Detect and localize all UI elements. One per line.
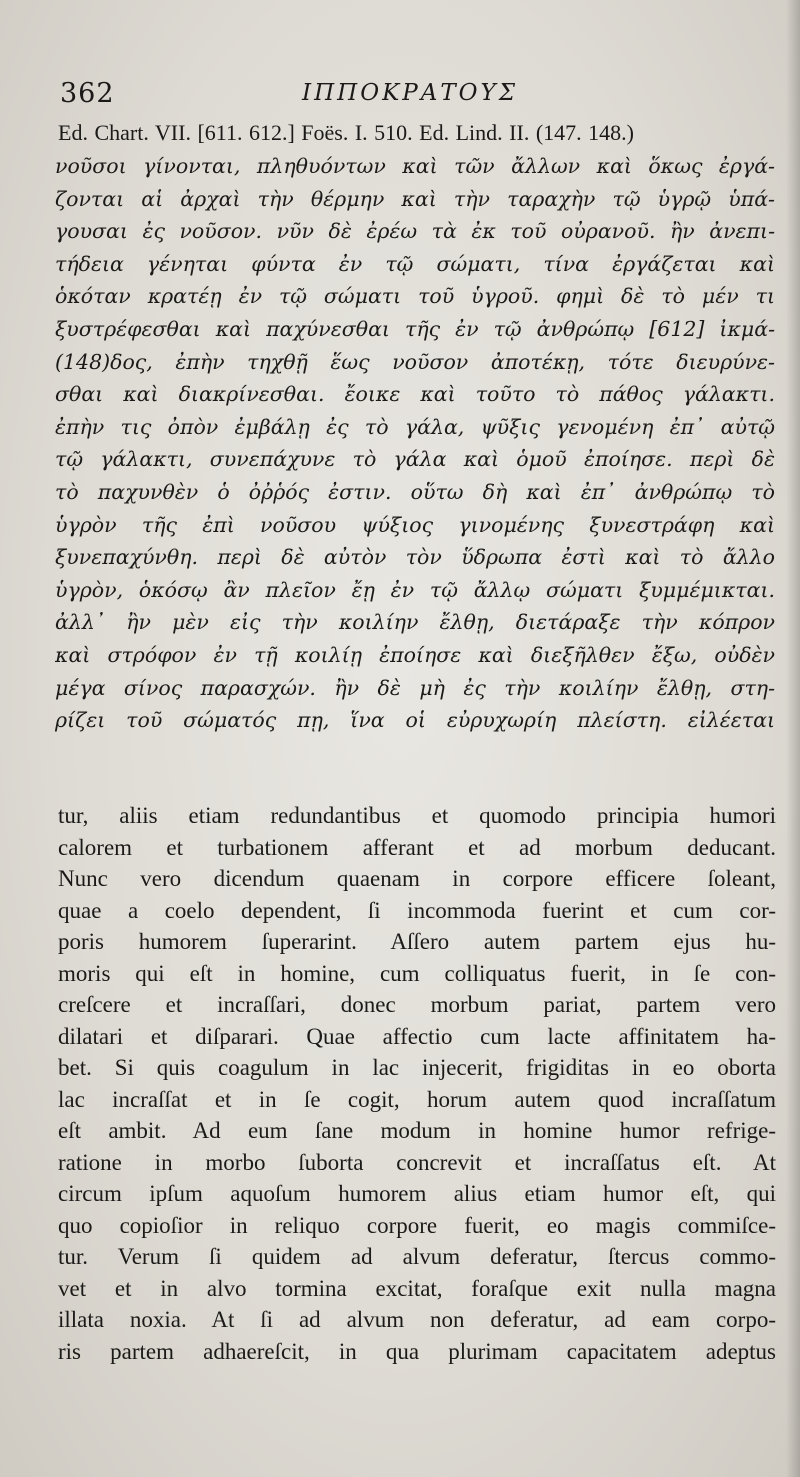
page-edge-shadow — [786, 0, 800, 1477]
latin-text-line: tur. Verum ſi quidem ad alvum deferatur, ſtercus commo- — [58, 1244, 776, 1269]
latin-text-line: bet. Si quis coagulum in lac injecerit, frigiditas in eo oborta — [58, 1055, 776, 1080]
greek-text-line: (148)δος, ἐπὴν τηχθῇ ἕως νοῦσον ἀποτέκῃ, τότε διευρύνε- — [55, 349, 775, 374]
greek-text-line: ξυστρέφεσθαι καὶ παχύνεσθαι τῆς ἐν τῷ ἀνθρώπῳ [612] ἰκμά- — [55, 316, 775, 341]
latin-text-line: quae a coelo dependent, ſi incommoda fuerint et cum cor- — [58, 897, 776, 923]
greek-text-line: ὑγρὸν, ὁκόσῳ ἂν πλεῖον ἔῃ ἐν τῷ ἄλλῳ σώματι ξυμμέμικται. — [55, 577, 775, 602]
latin-text-line: circum ipſum aquoſum humorem alius etiam humor eſt, qui — [58, 1181, 776, 1206]
greek-text-line: γουσαι ἐς νοῦσον. νῦν δὲ ἐρέω τὰ ἐκ τοῦ οὐρανοῦ. ἢν ἀνεπι- — [55, 219, 775, 244]
greek-text-line: ξυνεπαχύνθη. περὶ δὲ αὐτὸν τὸν ὕδρωπα ἐστὶ καὶ τὸ ἄλλο — [55, 545, 775, 570]
latin-text-line: calorem et turbationem afferant et ad morbum deducant. — [58, 834, 776, 860]
greek-text-block — [55, 150, 775, 737]
greek-text-line: ὁκόταν κρατέῃ ἐν τῷ σώματι τοῦ ὑγροῦ. φημὶ δὲ τὸ μέν τι — [55, 284, 775, 309]
greek-text-line: καὶ στρόφον ἐν τῇ κοιλίῃ ἐποίησε καὶ διεξῆλθεν ἔξω, οὐδὲν — [55, 642, 775, 667]
page-header — [60, 70, 760, 110]
greek-text-line: ὑγρὸν τῆς ἐπὶ νοῦσου ψύξιος γινομένης ξυνεστράφη καὶ — [55, 512, 775, 537]
latin-text-line: illata noxia. At ſi ad alvum non deferatur, ad eam corpo- — [58, 1307, 776, 1332]
greek-text-line: ζονται αἱ ἀρχαὶ τὴν θέρμην καὶ τὴν ταραχὴν τῷ ὑγρῷ ὑπά- — [55, 186, 775, 211]
edition-reference-line: Ed. Chart. VII. [611. 612.] Foës. I. 510. Ed. Lind. II. (147. 148.) — [58, 120, 634, 145]
latin-text-line: poris humorem ſuperarint. Aſſero autem partem ejus hu- — [58, 929, 776, 954]
greek-text-line: ρίζει τοῦ σώματός πῃ, ἵνα οἱ εὐρυχωρίη πλείστη. εἰλέεται — [55, 708, 775, 733]
latin-text-line: dilatari et diſparari. Quae affectio cum lacte affinitatem ha- — [58, 1023, 776, 1049]
latin-text-line: eſt ambit. Ad eum ſane modum in homine humor refrige- — [58, 1118, 776, 1143]
latin-text-line: creſcere et incraſſari, donec morbum pariat, partem vero — [58, 992, 776, 1017]
greek-text-line: τὸ παχυνθὲν ὁ ὀῤῥός ἐστιν. οὕτω δὴ καὶ ἐπ᾽ ἀνθρώπῳ τὸ — [55, 479, 775, 504]
greek-text-line: μέγα σίνος παρασχών. ἢν δὲ μὴ ἐς τὴν κοιλίην ἔλθῃ, στη- — [55, 675, 775, 700]
greek-text-line: νοῦσοι γίνονται, πληθυόντων καὶ τῶν ἄλλων καὶ ὅκως ἐργά- — [55, 154, 775, 178]
latin-text-line: ris partem adhaereſcit, in qua plurimam capacitatem adeptus — [58, 1338, 776, 1364]
greek-text-line: τῷ γάλακτι, συνεπάχυνε τὸ γάλα καὶ ὁμοῦ ἐποίησε. περὶ δὲ — [55, 447, 775, 472]
latin-text-block — [58, 800, 776, 1367]
latin-text-line: ratione in morbo ſuborta concrevit et incraſſatus eſt. At — [58, 1149, 776, 1175]
greek-text-line: σθαι καὶ διακρίνεσθαι. ἔοικε καὶ τοῦτο τὸ πάθος γάλακτι. — [55, 382, 775, 407]
latin-text-line: lac incraſſat et in ſe cogit, horum autem quod incraſſatum — [58, 1086, 776, 1112]
latin-text-line: moris qui eſt in homine, cum colliquatus fuerit, in ſe con- — [58, 960, 776, 986]
page-number: 362 — [60, 78, 115, 109]
greek-text-line: τήδεια γένηται φύντα ἐν τῷ σώματι, τίνα ἐργάζεται καὶ — [55, 251, 775, 276]
latin-text-line: Nunc vero dicendum quaenam in corpore efficere ſoleant, — [58, 866, 776, 891]
latin-text-line: vet et in alvo tormina excitat, foraſque exit nulla magna — [58, 1275, 776, 1301]
running-title: ΙΠΠΟΚΡΑΤΟΥΣ — [302, 80, 518, 106]
greek-text-line: ἀλλ᾽ ἢν μὲν εἰς τὴν κοιλίην ἔλθῃ, διετάραξε τὴν κόπρον — [55, 610, 775, 635]
latin-text-line: quo copioſior in reliquo corpore fuerit, eo magis commiſce- — [58, 1212, 776, 1238]
greek-text-line: ἐπὴν τις ὀπὸν ἐμβάλῃ ἐς τὸ γάλα, ψῦξις γενομένη ἐπ᾽ αὐτῷ — [55, 414, 775, 439]
latin-text-line: tur, aliis etiam redundantibus et quomodo principia humori — [58, 803, 776, 828]
